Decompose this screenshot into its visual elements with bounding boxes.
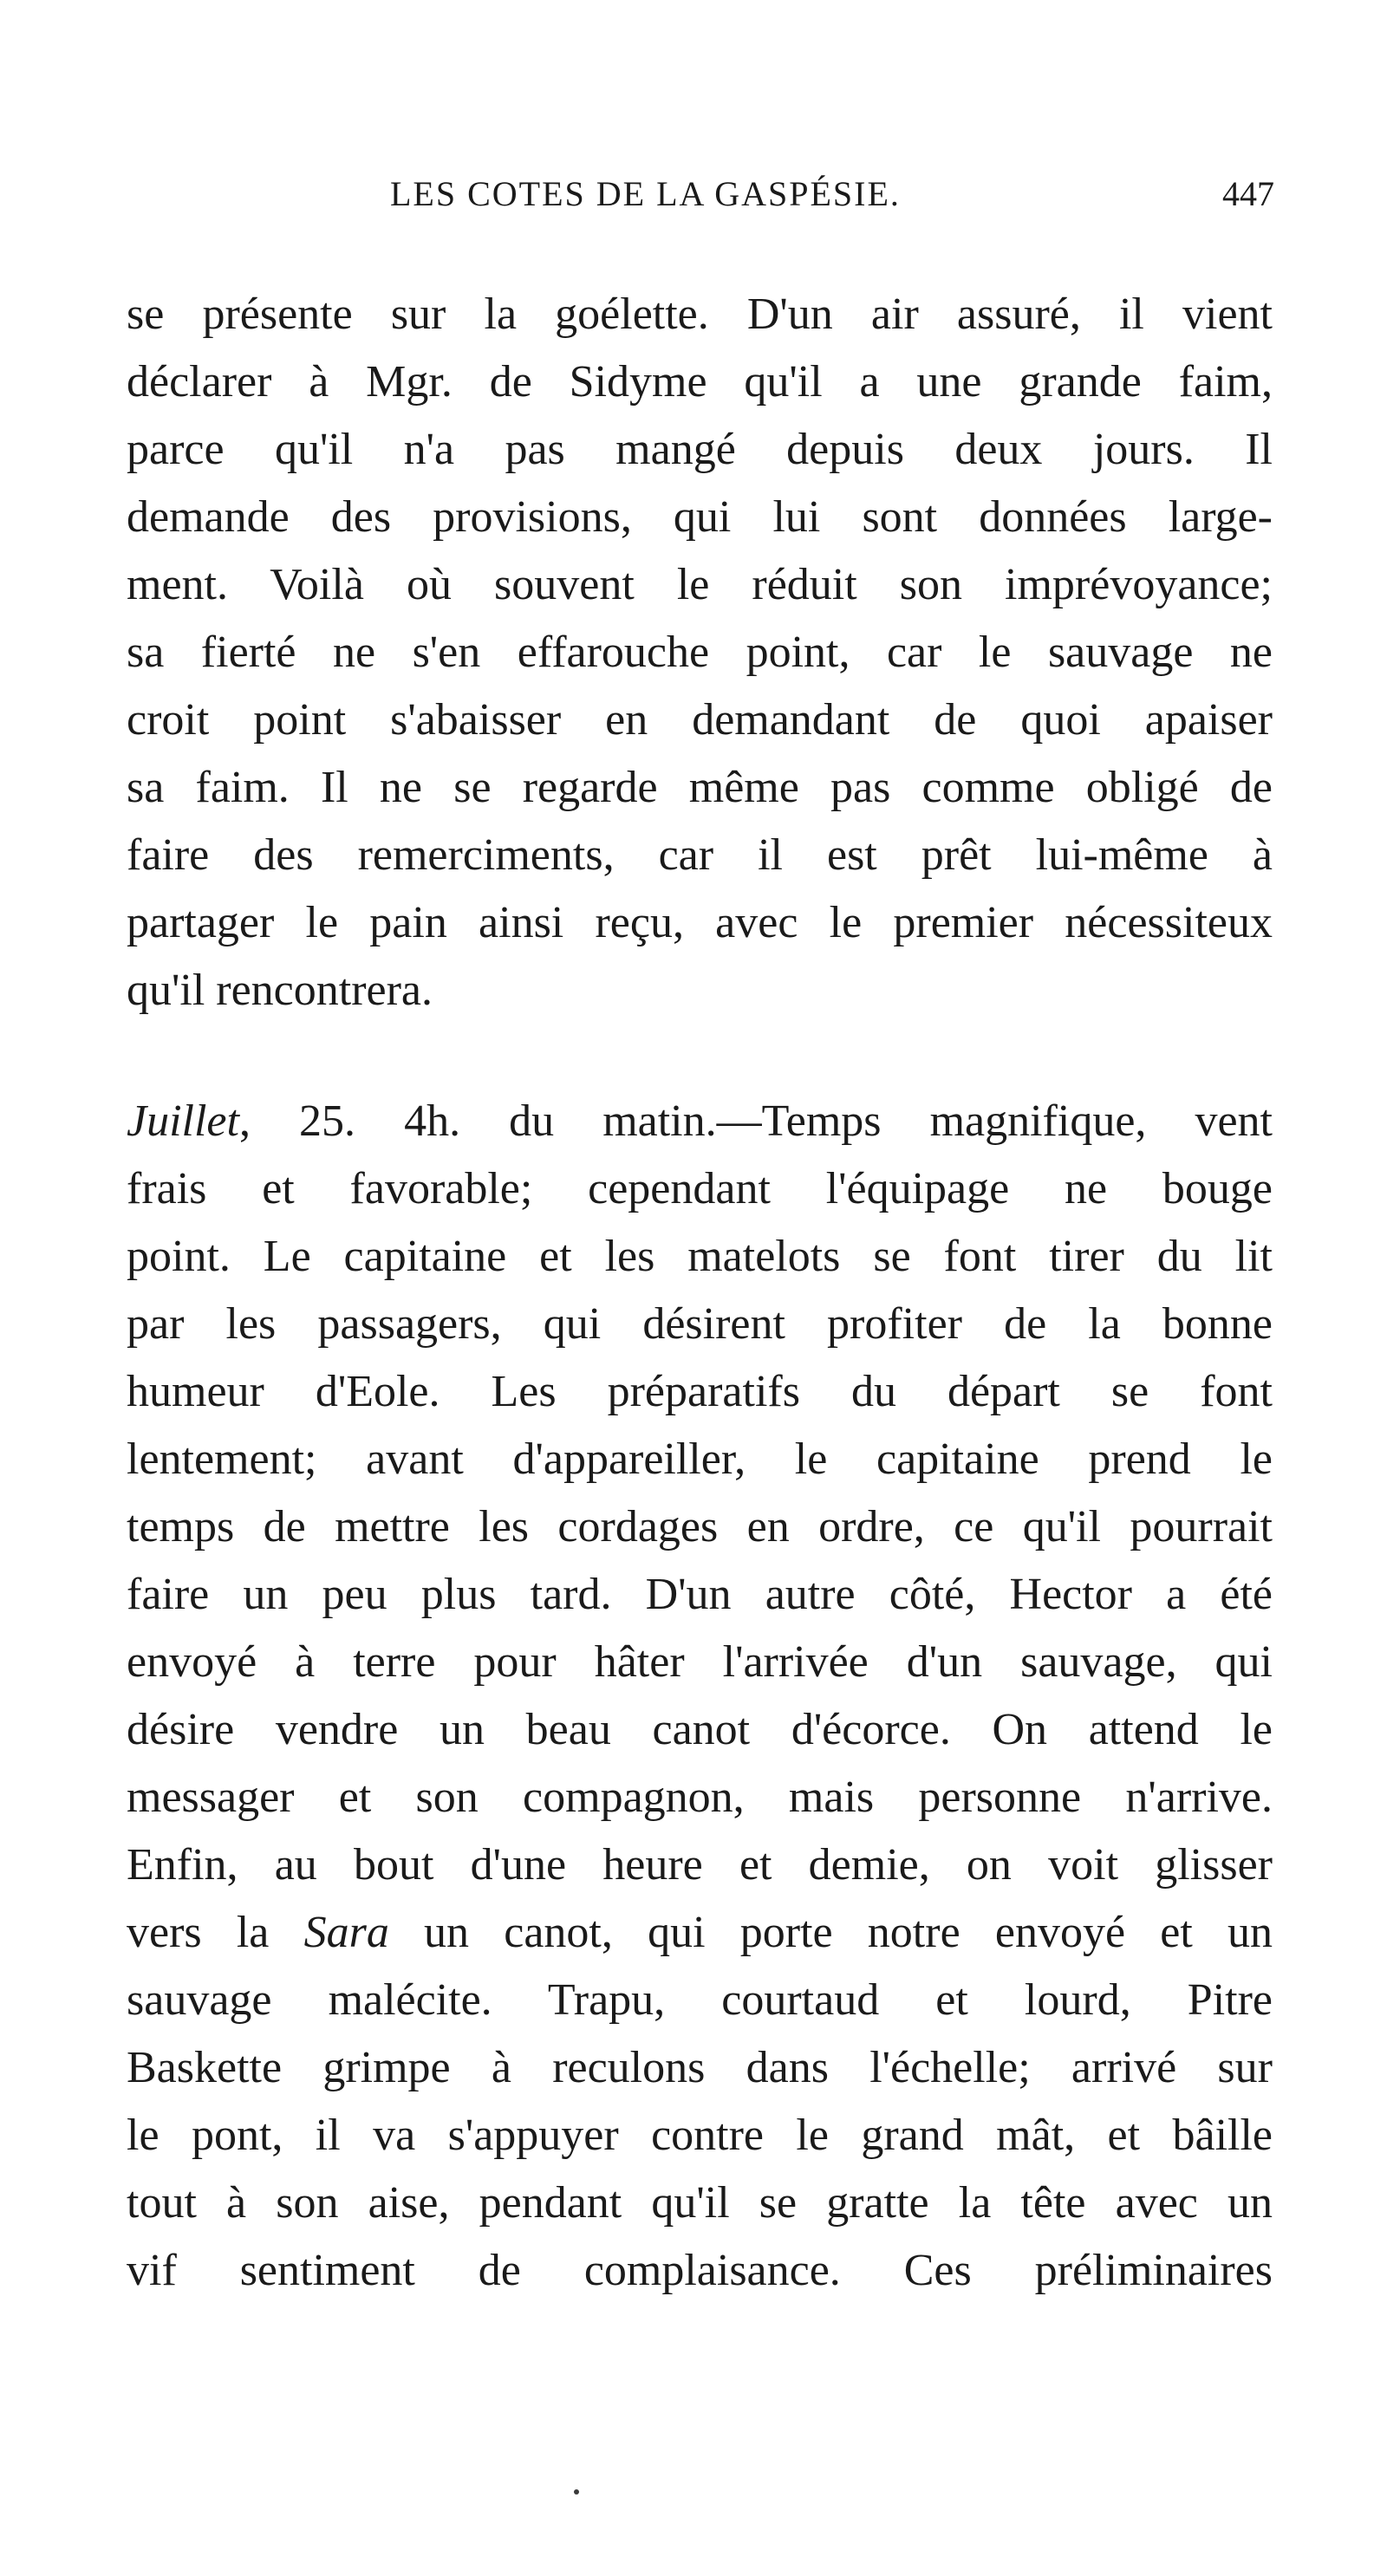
text-line: messager et son compagnon, mais personne n'arrive. bbox=[127, 1773, 1273, 1822]
text-line: ment. Voilà où souvent le réduit son imprévoyance; bbox=[127, 560, 1273, 609]
text-line: temps de mettre les cordages en ordre, ce qu'il pourrait bbox=[127, 1502, 1273, 1551]
paragraph-1 bbox=[127, 281, 1273, 1025]
text-line: se présente sur la goélette. D'un air assuré, il vient bbox=[127, 289, 1273, 339]
printer-dot-mark bbox=[574, 2489, 579, 2495]
text-line: Enfin, au bout d'une heure et demie, on voit glisser bbox=[127, 1840, 1273, 1890]
text-line: tout à son aise, pendant qu'il se gratte la tête avec un bbox=[127, 2178, 1273, 2228]
text-line: partager le pain ainsi reçu, avec le premier nécessiteux bbox=[127, 898, 1273, 947]
text-line: sa fierté ne s'en effarouche point, car le sauvage ne bbox=[127, 628, 1273, 677]
text-line: sauvage malécite. Trapu, courtaud et lourd, Pitre bbox=[127, 1975, 1273, 2025]
text-line: croit point s'abaisser en demandant de quoi apaiser bbox=[127, 695, 1273, 745]
text-line: le pont, il va s'appuyer contre le grand mât, et bâille bbox=[127, 2111, 1273, 2160]
text-line: vif sentiment de complaisance. Ces préliminaires bbox=[127, 2246, 1273, 2295]
text-line: qu'il rencontrera. bbox=[127, 966, 433, 1015]
text-line: sa faim. Il ne se regarde même pas comme obligé de bbox=[127, 763, 1273, 812]
text-line: parce qu'il n'a pas mangé depuis deux jours. Il bbox=[127, 425, 1273, 474]
text-fragment: , 25. 4h. du matin.—Temps magnifique, vent bbox=[238, 1096, 1273, 1146]
text-line: par les passagers, qui désirent profiter de la bonne bbox=[127, 1299, 1273, 1349]
ship-name: Sara bbox=[303, 1908, 389, 1957]
page-number: 447 bbox=[1222, 174, 1274, 213]
text-line: désire vendre un beau canot d'écorce. On attend le bbox=[127, 1705, 1273, 1754]
text-line: faire des remerciments, car il est prêt lui-même à bbox=[127, 830, 1273, 880]
text-fragment: vers la bbox=[127, 1908, 304, 1957]
running-head bbox=[130, 173, 1274, 225]
text-fragment: un canot, qui porte notre envoyé et un bbox=[388, 1908, 1273, 1957]
text-line: envoyé à terre pour hâter l'arrivée d'un sauvage, qui bbox=[127, 1637, 1273, 1687]
text-line: déclarer à Mgr. de Sidyme qu'il a une grande faim, bbox=[127, 357, 1273, 407]
text-line: faire un peu plus tard. D'un autre côté, Hector a été bbox=[127, 1570, 1273, 1619]
text-line-with-ship-name bbox=[127, 1899, 1273, 1967]
text-line: lentement; avant d'appareiller, le capitaine prend le bbox=[127, 1434, 1273, 1484]
text-line: frais et favorable; cependant l'équipage ne bouge bbox=[127, 1164, 1273, 1213]
text-line: point. Le capitaine et les matelots se font tirer du lit bbox=[127, 1232, 1273, 1281]
paragraph-2 bbox=[127, 1088, 1273, 2305]
text-line: demande des provisions, qui lui sont données large- bbox=[127, 492, 1273, 542]
running-title: LES COTES DE LA GASPÉSIE. bbox=[390, 174, 901, 213]
text-line: Baskette grimpe à reculons dans l'échelle; arrivé sur bbox=[127, 2043, 1273, 2092]
text-line: humeur d'Eole. Les préparatifs du départ se font bbox=[127, 1367, 1273, 1416]
date-label: Juillet bbox=[127, 1096, 239, 1146]
text-line-dated bbox=[127, 1088, 1273, 1155]
